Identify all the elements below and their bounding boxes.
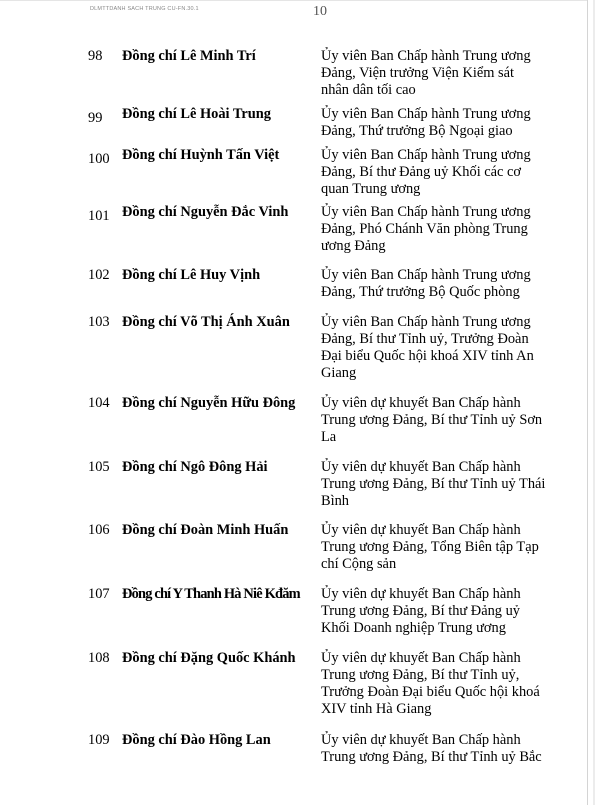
item-name: Đồng chí Lê Huy Vịnh — [122, 267, 261, 283]
item-name: Đồng chí Y Thanh Hà Niê Kđăm — [122, 586, 300, 602]
role-line: Ủy viên dự khuyết Ban Chấp hành — [321, 586, 521, 602]
role-line: Ủy viên dự khuyết Ban Chấp hành — [321, 732, 521, 748]
item-name: Đồng chí Nguyễn Đắc Vinh — [122, 204, 289, 220]
item-role — [321, 395, 566, 446]
item-number: 99 — [88, 110, 103, 126]
role-line: Ủy viên dự khuyết Ban Chấp hành — [321, 650, 521, 666]
item-name: Đồng chí Lê Minh Trí — [122, 48, 256, 64]
role-line: Ủy viên dự khuyết Ban Chấp hành — [321, 459, 521, 475]
role-line: Đảng, Bí thư Tỉnh uỷ, Trưởng Đoàn — [321, 331, 529, 347]
role-line: XIV tỉnh Hà Giang — [321, 701, 432, 717]
item-number: 103 — [88, 314, 110, 330]
role-line: Đảng, Viện trưởng Viện Kiểm sát — [321, 65, 515, 81]
role-line: Đảng, Phó Chánh Văn phòng Trung — [321, 221, 528, 237]
item-number: 109 — [88, 732, 110, 748]
item-name: Đồng chí Huỳnh Tấn Việt — [122, 147, 280, 163]
role-line: Bình — [321, 493, 349, 509]
role-line: Đại biểu Quốc hội khoá XIV tỉnh An — [321, 348, 534, 364]
role-line: Đảng, Thứ trưởng Bộ Quốc phòng — [321, 284, 520, 300]
scrollbar-track[interactable] — [593, 0, 595, 805]
role-line: Ủy viên dự khuyết Ban Chấp hành — [321, 522, 521, 538]
role-line: quan Trung ương — [321, 181, 421, 197]
role-line: Ủy viên Ban Chấp hành Trung ương — [321, 48, 531, 64]
item-role — [321, 147, 566, 198]
role-line: Trưởng Đoàn Đại biểu Quốc hội khoá — [321, 684, 540, 700]
page-number: 10 — [313, 4, 327, 19]
item-role — [321, 586, 566, 637]
item-name: Đồng chí Võ Thị Ánh Xuân — [122, 314, 290, 330]
role-line: chí Cộng sản — [321, 556, 397, 572]
role-line: Trung ương Đảng, Bí thư Tỉnh uỷ Sơn — [321, 412, 543, 428]
role-line: ương Đảng — [321, 238, 386, 254]
item-number: 101 — [88, 208, 110, 224]
page-top-edge — [0, 0, 588, 1]
item-number: 100 — [88, 151, 110, 167]
vertical-scrollbar[interactable] — [587, 0, 601, 805]
item-role — [321, 267, 566, 301]
item-role — [321, 48, 566, 99]
role-line: Ủy viên dự khuyết Ban Chấp hành — [321, 395, 521, 411]
item-role — [321, 106, 566, 140]
role-line: La — [321, 429, 337, 445]
item-number: 105 — [88, 459, 110, 475]
role-line: Ủy viên Ban Chấp hành Trung ương — [321, 314, 531, 330]
role-line: Ủy viên Ban Chấp hành Trung ương — [321, 204, 531, 220]
item-name: Đồng chí Nguyễn Hữu Đông — [122, 395, 296, 411]
role-line: Đảng, Bí thư Đảng uỷ Khối các cơ — [321, 164, 522, 180]
item-role — [321, 522, 566, 573]
item-name: Đồng chí Đoàn Minh Huấn — [122, 522, 289, 538]
item-name: Đồng chí Đào Hồng Lan — [122, 732, 271, 748]
item-number: 106 — [88, 522, 110, 538]
role-line: Đảng, Thứ trưởng Bộ Ngoại giao — [321, 123, 513, 139]
role-line: nhân dân tối cao — [321, 82, 416, 98]
item-name: Đồng chí Lê Hoài Trung — [122, 106, 271, 122]
item-role — [321, 314, 566, 382]
item-number: 108 — [88, 650, 110, 666]
role-line: Trung ương Đảng, Bí thư Đảng uỷ — [321, 603, 520, 619]
header-code: DLMTTDANH SACH TRUNG CU-FN.30.1 — [90, 6, 199, 12]
item-number: 104 — [88, 395, 110, 411]
role-line: Trung ương Đảng, Bí thư Tỉnh uỷ, — [321, 667, 520, 683]
item-role — [321, 650, 566, 718]
role-line: Trung ương Đảng, Tổng Biên tập Tạp — [321, 539, 539, 555]
role-line: Khối Doanh nghiệp Trung ương — [321, 620, 506, 636]
item-number: 102 — [88, 267, 110, 283]
item-number: 107 — [88, 586, 110, 602]
role-line: Giang — [321, 365, 357, 381]
role-line: Ủy viên Ban Chấp hành Trung ương — [321, 267, 531, 283]
item-name: Đồng chí Đặng Quốc Khánh — [122, 650, 296, 666]
role-line: Trung ương Đảng, Bí thư Tỉnh uỷ Thái — [321, 476, 546, 492]
role-line: Trung ương Đảng, Bí thư Tỉnh uỷ Bắc — [321, 749, 542, 765]
item-name: Đồng chí Ngô Đông Hải — [122, 459, 268, 475]
item-number: 98 — [88, 48, 103, 64]
item-role — [321, 459, 566, 510]
role-line: Ủy viên Ban Chấp hành Trung ương — [321, 147, 531, 163]
item-role — [321, 204, 566, 255]
role-line: Ủy viên Ban Chấp hành Trung ương — [321, 106, 531, 122]
item-role — [321, 732, 566, 766]
